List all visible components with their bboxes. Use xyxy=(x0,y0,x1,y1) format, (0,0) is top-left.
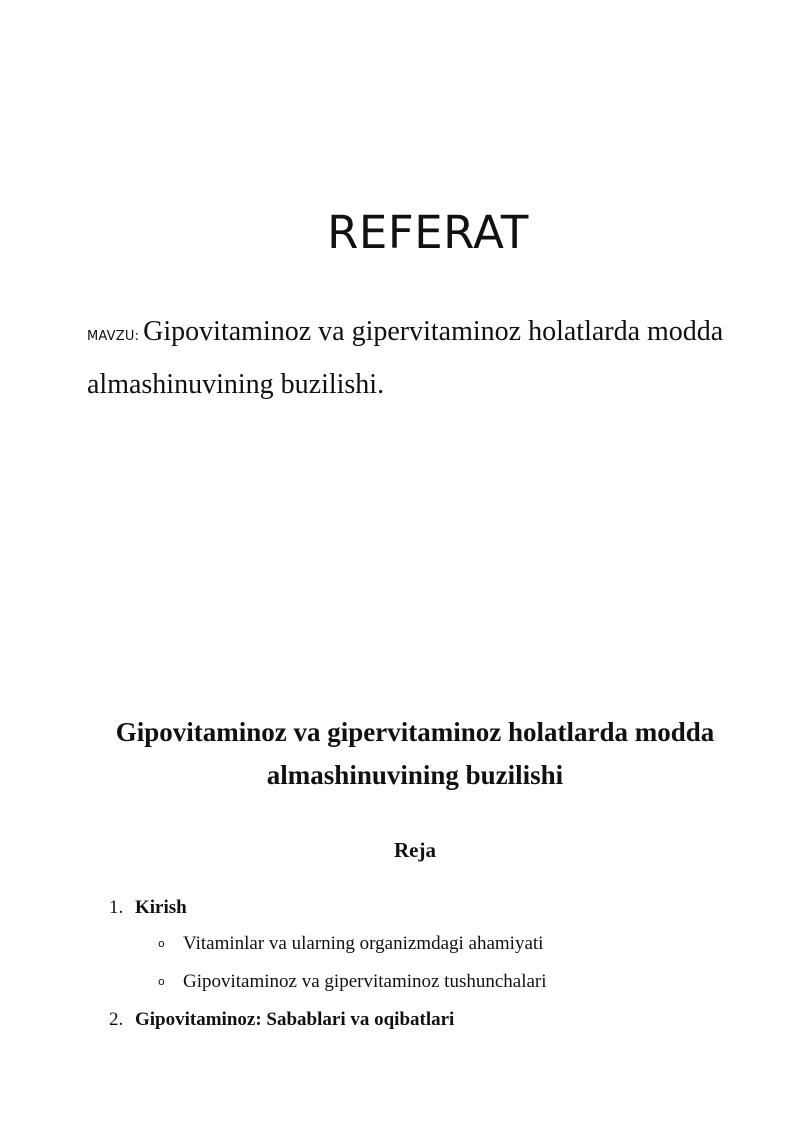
outline-item-number: 1. xyxy=(109,897,124,918)
plan-heading: Reja xyxy=(394,838,436,862)
bullet-icon: o xyxy=(158,975,165,988)
outline-item-text: Gipovitaminoz: Sabablari va oqibatlari xyxy=(135,1009,455,1030)
bullet-icon: o xyxy=(158,937,165,950)
document-title: REFERAT xyxy=(327,206,529,259)
outline-subitem-text: Gipovitaminoz va gipervitaminoz tushunchalari xyxy=(183,971,547,992)
topic-text: Gipovitaminoz va gipervitaminoz holatlarda modda almashinuvining buzilishi. xyxy=(87,316,724,400)
outline-item-text: Kirish xyxy=(135,897,187,918)
outline-subitem-text: Vitaminlar va ularning organizmdagi ahamiyati xyxy=(183,933,544,954)
section-heading-line-2: almashinuvining buzilishi xyxy=(266,760,564,790)
topic-label: MAVZU: xyxy=(87,329,140,344)
section-heading-line-1: Gipovitaminoz va gipervitaminoz holatlarda modda xyxy=(115,717,715,747)
outline-item-number: 2. xyxy=(109,1009,124,1030)
